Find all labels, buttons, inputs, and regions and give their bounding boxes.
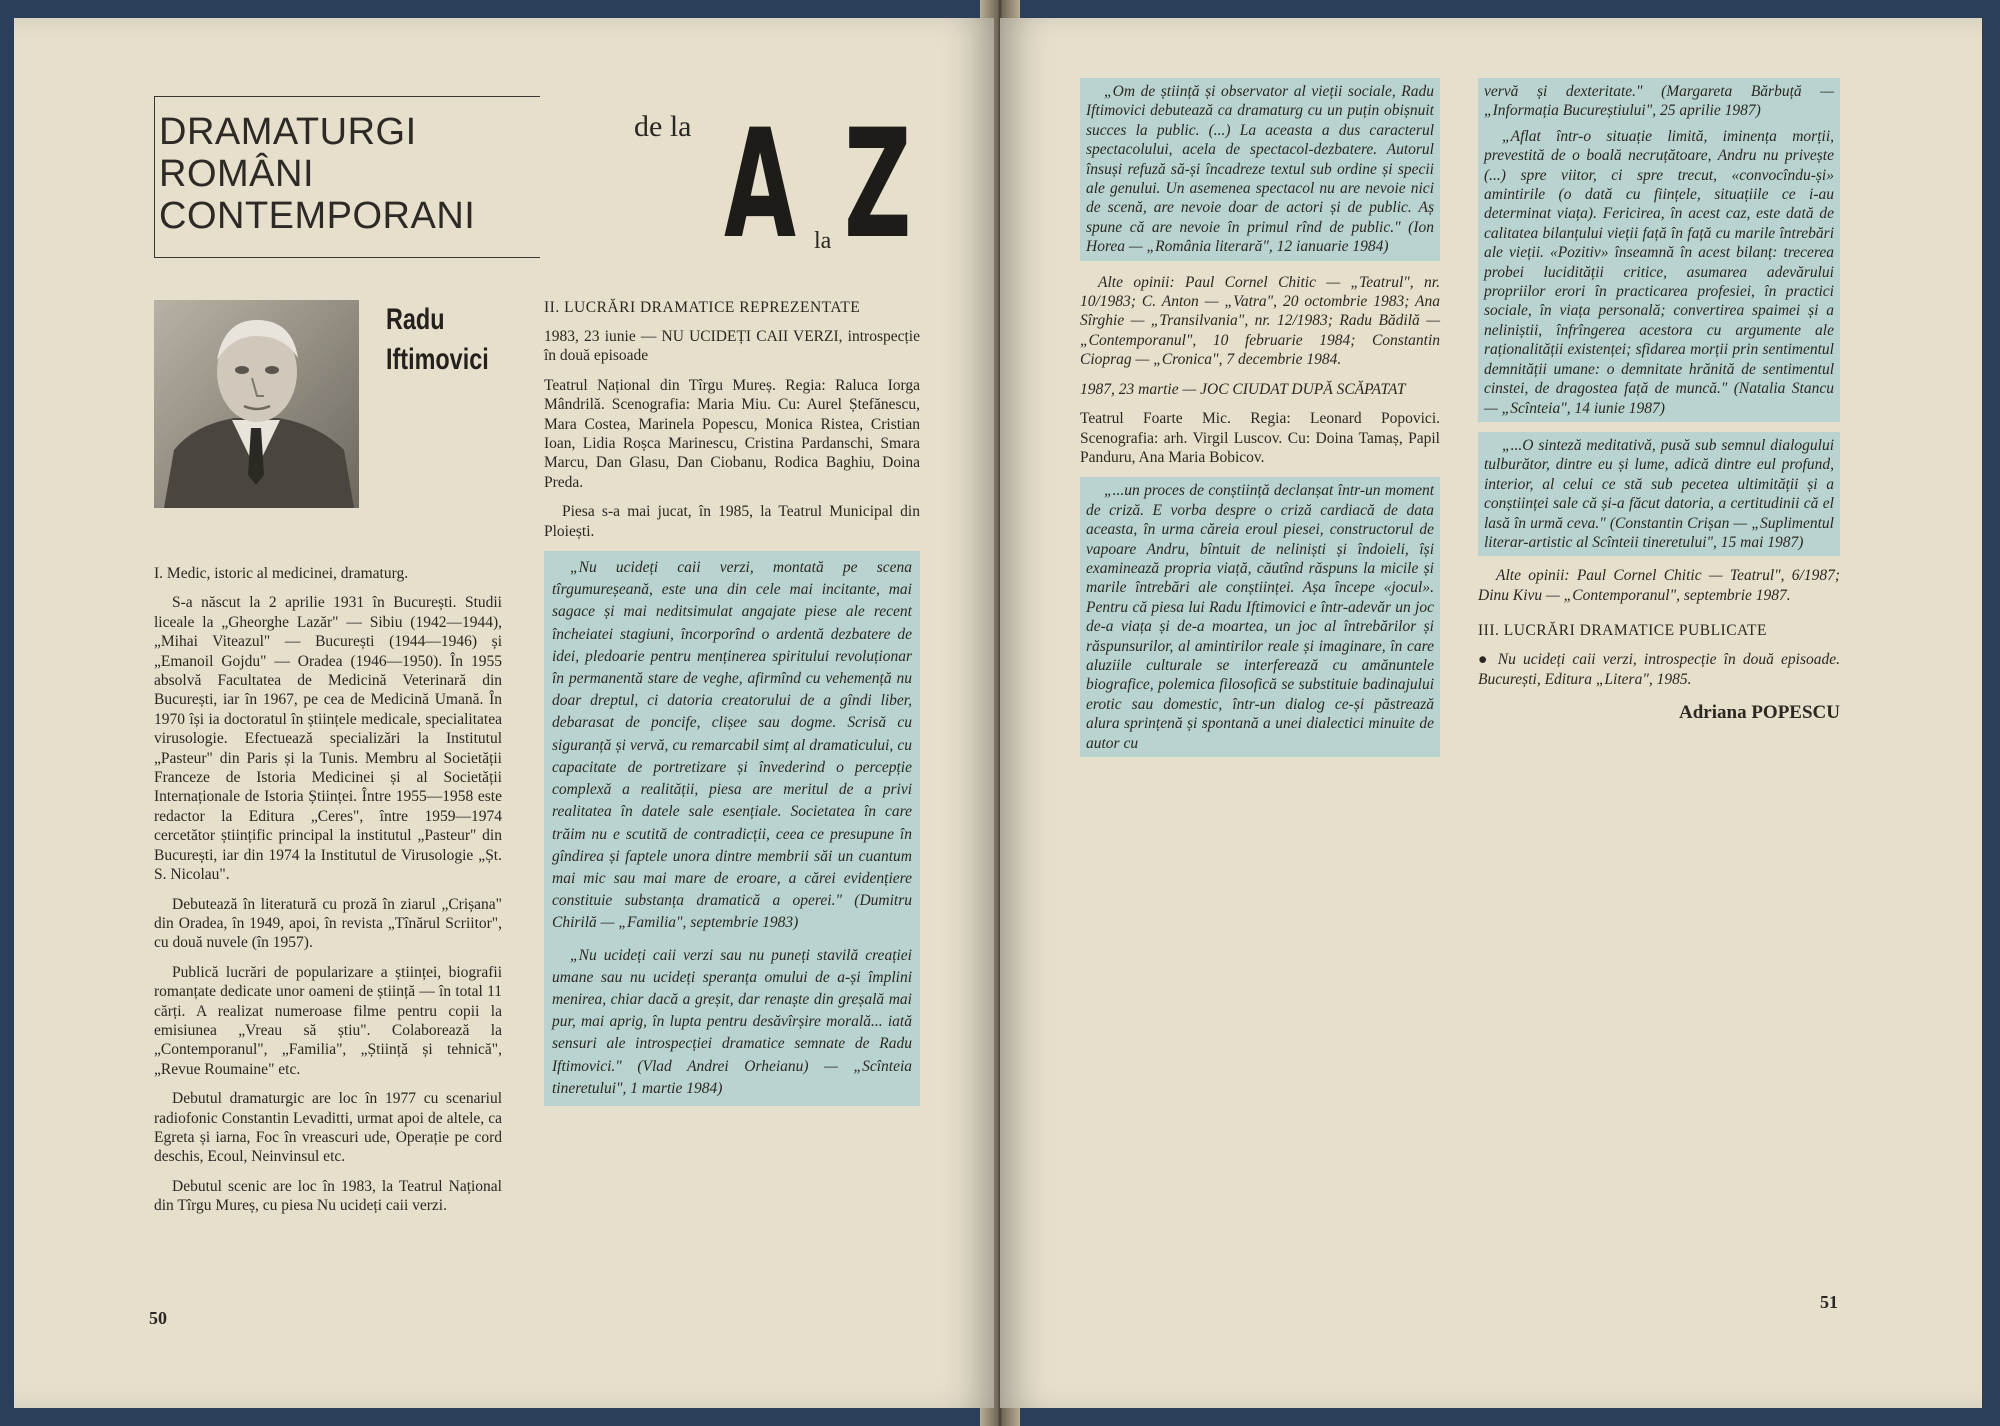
section-title-box: [154, 96, 540, 258]
published-text: Nu ucideți caii verzi, introspecție în două episoade. București, Editura „Litera", 1985.: [1478, 651, 1840, 688]
review-box-barbuta: [1080, 477, 1440, 757]
page-number-left: 50: [149, 1308, 167, 1328]
other-opinions-2: Alte opinii: Paul Cornel Chitic — Teatrul", 6/1987; Dinu Kivu — „Contemporanul", septembrie 1987.: [1478, 567, 1840, 604]
review-quote-stancu: „Aflat într-o situație limită, iminența morții, prevestită de o boală necruțătoare, Andru nu privește (...) spre viitor, ci spre trecut, «convocîndu-și» amintirile (o dată cu ființele, situațiile ce i-au determinat viața). Fericirea, în acest caz, este dată de calitatea bilanțului vieții față în față cu marile întrebări ale vieții. «Pozitiv» înseamnă în acest bilanț: trecerea probei lucidității critice, asumarea adevărului propriilor erori în practicarea profesiei, în practici sociale, în viața personală; convertirea spaimei și a neliniștii, înfrîngerea acestora cu argumente ale raționalității existenței; sfidarea morții prin sentimentul demnității umane: o demnitate hrănită de sentimentul cinstei, de dragostea față de muncă." (Natalia Stancu — „Scînteia", 14 iunie 1987): [1484, 127, 1834, 417]
bio-paragraph-3: Publică lucrări de popularizare a științei, biografii romanțate dedicate unor oameni de știință — în total 11 cărți. A realizat numeroase filme pentru copii la emisiunea „Vreau să știu". Colaborează la „Contemporanul", „Familia", „Știință și tehnică", „Revue Roumaine" etc.: [154, 963, 502, 1078]
author-portrait: [154, 300, 359, 508]
review-box-stancu: [1478, 78, 1840, 422]
title-line-1: DRAMATURGI: [159, 111, 417, 153]
play-entry-2: 1987, 23 martie — JOC CIUDAT DUPĂ SCĂPATAT: [1080, 380, 1406, 398]
author-signature: Adriana POPESCU: [1679, 701, 1840, 723]
bio-paragraph-5: Debutul scenic are loc în 1983, la Teatrul Național din Tîrgu Mureș, cu piesa Nu ucideți caii verzi.: [154, 1177, 502, 1215]
play-note-1: Piesa s-a mai jucat, în 1985, la Teatrul Municipal din Ploiești.: [544, 503, 920, 540]
play-entry-1: 1983, 23 iunie — NU UCIDEȚI CAII VERZI, introspecție în două episoade: [544, 328, 920, 365]
banner-letter-a: A: [724, 98, 796, 272]
published-item: [1478, 650, 1840, 689]
right-column-1: [1080, 78, 1440, 757]
banner-to: la: [814, 228, 832, 254]
portrait-image: [154, 300, 359, 508]
right-page: [1000, 18, 1982, 1408]
bio-paragraph-2: Debutează în literatură cu proză în ziarul „Crișana" din Oradea, în 1949, apoi, în revista „Tînărul Scriitor", cu două nuvele (în 1957).: [154, 895, 502, 952]
author-name: [386, 300, 489, 380]
banner-from: de la: [634, 110, 692, 143]
review-box-horea: [1080, 78, 1440, 261]
review-quote-crisan: „...O sinteză meditativă, pusă sub semnul dialogului tulburător, dintre eu și lume, adică dintre eul profund, interior, al celui ce stă sub pecetea ultimității și a conștiinței sale că și-a făcut datoria, a certitudinii că el lasă în urmă ceva." (Constantin Crișan — „Suplimentul literar-artistic al Scînteii tineretului", 15 mai 1987): [1484, 436, 1834, 551]
bio-paragraph-4: Debutul dramaturgic are loc în 1977 cu scenariul radiofonic Constantin Levaditti, urmat apoi de altele, ca Egreta și iarna, Foc în vreascuri ude, Operație pe cord deschis, Ecoul, Neinvinsul etc.: [154, 1090, 502, 1166]
section-heading-published: III. LUCRĂRI DRAMATICE PUBLICATE: [1478, 622, 1767, 640]
play-credits-1: Teatrul Național din Tîrgu Mureș. Regia: Raluca Iorga Mândrilă. Scenografia: Maria Miu. Cu: Aurel Ștefănescu, Mara Costea, Marinela Popescu, Monica Ristea, Cristian Ioan, Lidia Roșca Marinescu, Cristina Pardanschi, Smara Marcu, Dan Glasu, Dan Ciobanu, Rodica Baghiu, Doina Preda.: [544, 376, 920, 491]
other-opinions-1: Alte opinii: Paul Cornel Chitic — „Teatrul", nr. 10/1983; C. Anton — „Vatra", 20 octombrie 1983; Ana Sîrghie — „Transilvania", nr. 12/1983; Radu Bădilă — „Contemporanul", 10 februarie 1984; Constantin Cioprag — „Cronica", 7 decembrie 1984.: [1080, 273, 1440, 369]
bio-intro: I. Medic, istoric al medicinei, dramaturg.: [154, 565, 409, 582]
review-quote-orheianu: „Nu ucideți caii verzi sau nu puneți stavilă creației umane sau nu ucideți speranța omului de a-și împlini menirea, chiar dacă a greșit, dar renaște din greșală mai pur, mai aprig, în lupta pentru desăvîrșire morală... iată sensuri ale introspecției dramatice semnate de Radu Iftimovici." (Vlad Andrei Orheianu) — „Scînteia tineretului", 1 martie 1984): [552, 946, 912, 1097]
review-shaded-box: [544, 551, 920, 1106]
left-column-2: [544, 298, 920, 1106]
title-line-2: ROMÂNI: [159, 153, 314, 195]
review-quote-horea: „Om de știință și observator al vieții sociale, Radu Iftimovici debutează ca dramaturg cu un puțin obișnuit succes la public. (...) La aceasta a dus caracterul spectacolului, acela de spectacol-dezbatere. Autorul însuși refuză să-și încadreze textul sub ordine și specii ale genului. Un asemenea spectacol nu are nevoie nici de scenă, are nevoie doar de actori și de public. Aș spune că are nevoie în primul rînd de public." (Ion Horea — „România literară", 12 ianuarie 1984): [1086, 83, 1434, 256]
left-column-1: [154, 564, 502, 1226]
bio-paragraph-1: S-a născut la 2 aprilie 1931 în București. Studii liceale la „Gheorghe Lazăr" — Sibiu (1942—1944), „Mihai Viteazul" — București (1944—1946) și „Emanoil Gojdu" — Oradea (1946—1950). În 1955 absolvă Facultatea de Medicină Veterinară din București, iar în 1967, pe cea de Medicină Umană. În 1970 își ia doctoratul în științele medicale, specialitatea virusologie. Efectuează specializări la Institutul „Pasteur" din Paris și la Tunis. Membru al Societății Franceze de Istoria Medicinei și al Societății Internaționale de Istoria Științei. Între 1955—1958 este redactor la Editura „Ceres", între 1959—1974 cercetător științific principal la institutul „Pasteur" din București, iar din 1974 la Institutul de Virusologie „Șt. S. Nicolau".: [154, 594, 502, 884]
play-credits-2: Teatrul Foarte Mic. Regia: Leonard Popovici. Scenografia: arh. Virgil Luscov. Cu: Doina Tamaș, Papil Panduru, Ana Maria Bobicov.: [1080, 410, 1440, 466]
review-quote-chirila: „Nu ucideți caii verzi, montată pe scena tîrgumureșeană, este una din cele mai incitante, mai sagace și mai neditsimulat angajate piese ale recent încheiatei stagiuni, încorporînd o ardentă dezbatere de idei, pledoarie pentru menținerea spiritului revoluționar în permanentă stare de veghe, afirmînd cu vehemență nu doar dreptul, ci datoria creatorului de a gîndi liber, debarasat de poncife, clișee sau dogme. Scrisă cu siguranță și vervă, cu remarcabil simț al dramaticului, cu capacitate de portretizare și învederind o percepție complexă a realității, piesa are meritul de a privi realitatea în datele sale esențiale. Societatea în care trăim nu e scutită de contradicții, ceea ce presupune în gîndirea și faptele unora dintre membrii săi un cuantum mai mic sau mai mare de eroare, a cărei evidențiere constituie substanța dramatică a operei." (Dumitru Chirilă — „Familia", septembrie 1983): [552, 559, 912, 932]
right-column-2: [1478, 78, 1840, 732]
review-quote-barbuta: „...un proces de conștiință declanșat într-un moment de criză. E vorba despre o criză cardiacă de data aceasta, în urma căreia eroul piesei, constructorul de vapoare Andru, bîntuit de neliniști și îndoieli, își examinează propria viață, căutînd răspuns la micile și marile întrebări ale conștiinței. Așa începe «jocul». Pentru că piesa lui Radu Iftimovici e într-adevăr un joc de-a viața și de-a moartea, un joc al întrebărilor și răspunsurilor, al amintirilor reale și imaginare, în care aluziile culturale se interferează cu amănuntele biografice, polemica filosofică se substituie badinajului erotic sau domestic, într-un dialog ce-și păstrează alura sprințenă și spontană a unei dialectici minuite de autor cu: [1086, 482, 1434, 752]
page-number-right: 51: [1820, 1292, 1838, 1312]
title-line-3: CONTEMPORANI: [159, 195, 476, 237]
author-first-name: Radu: [386, 303, 445, 336]
section-heading-performed: II. LUCRĂRI DRAMATICE REPREZENTATE: [544, 299, 861, 316]
author-last-name: Iftimovici: [386, 343, 489, 376]
review-box-crisan: [1478, 432, 1840, 556]
banner-letter-z: Z: [844, 98, 912, 272]
bullet-icon: ●: [1478, 651, 1498, 669]
left-page: [14, 18, 994, 1408]
review-quote-barbuta-end: vervă și dexteritate." (Margareta Bărbuță — „Informația Bucureștiului", 25 aprilie 1987): [1484, 83, 1834, 120]
